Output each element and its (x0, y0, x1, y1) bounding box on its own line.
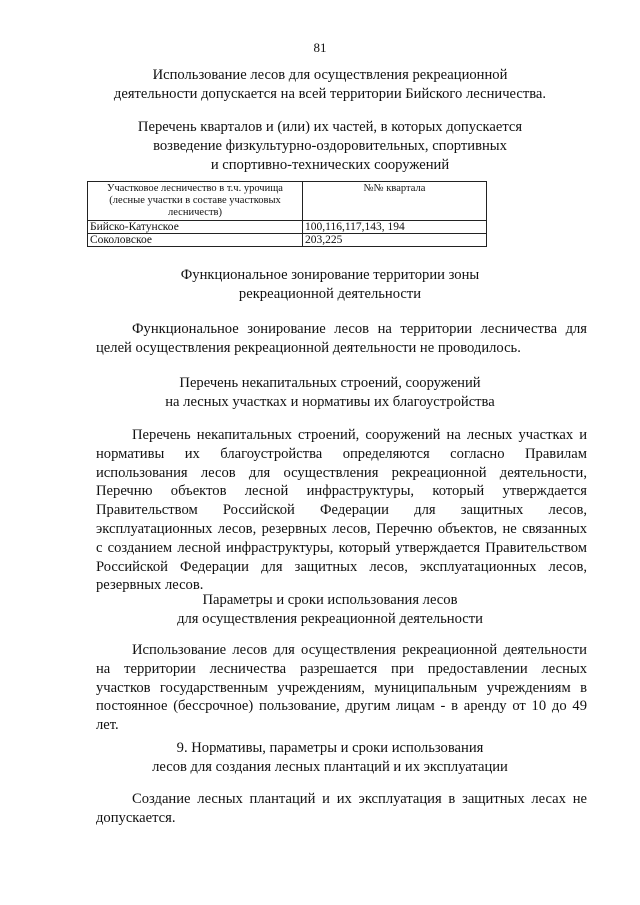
paragraph-line: с созданием лесной инфраструктуры, который утверждается Правительством (96, 539, 587, 556)
intro-paragraph (60, 66, 600, 104)
section9-paragraph (96, 790, 587, 828)
column-header-quarters: №№ квартала (303, 182, 487, 221)
zoning-paragraph (96, 320, 587, 358)
paragraph-line: эксплуатационных лесов, резервных лесов, Перечню объектов, не связанных (96, 520, 587, 537)
table-cell-forestry: Бийско-Катунское (88, 221, 303, 234)
heading-line: 9. Нормативы, параметры и сроки использования (176, 740, 484, 756)
paragraph-line: Правительством Российской Федерации для защитных лесов, (96, 502, 587, 519)
paragraph-line: использования лесов для осуществления рекреационной деятельности, (96, 464, 587, 481)
structures-heading (60, 374, 600, 412)
quarters-table (87, 181, 487, 247)
heading-line: и спортивно-технических сооружений (210, 157, 450, 173)
intro-line: Использование лесов для осуществления рекреационной (152, 67, 508, 83)
parameters-heading (60, 591, 600, 629)
heading-line: лесов для создания лесных плантаций и их эксплуатации (152, 759, 508, 775)
paragraph-line: допускается. (96, 809, 176, 826)
heading-line: рекреационной деятельности (238, 286, 422, 302)
paragraph-line: Российской Федерации для защитных лесов, эксплуатационных лесов, (96, 558, 587, 575)
quarters-list-heading (60, 118, 600, 175)
paragraph-line: Перечень некапитальных строений, сооружений на лесных участках и (132, 427, 587, 443)
table-cell-quarters: 203,225 (303, 234, 487, 247)
zoning-heading (60, 266, 600, 304)
section9-heading (60, 739, 600, 777)
paragraph-line: Функциональное зонирование лесов на территории лесничества для (132, 321, 587, 337)
paragraph-line: Использование лесов для осуществления рекреационной деятельности (132, 642, 587, 658)
heading-line: на лесных участках и нормативы их благоустройства (165, 394, 495, 410)
paragraph-line: на территории лесничества разрешается при предоставлении лесных (96, 660, 587, 677)
paragraph-line: постоянное (бессрочное) пользование, другим лицам - в аренду от 10 до 49 (96, 698, 587, 715)
table-row (88, 221, 487, 234)
page-number: 81 (313, 40, 327, 55)
paragraph-line: лет. (96, 717, 119, 734)
table-header-row (88, 182, 487, 221)
heading-line: возведение физкультурно-оздоровительных, спортивных (153, 138, 507, 154)
table-row (88, 234, 487, 247)
heading-line: Перечень кварталов и (или) их частей, в которых допускается (137, 119, 523, 135)
table-cell-quarters: 100,116,117,143, 194 (303, 221, 487, 234)
heading-line: для осуществления рекреационной деятельности (177, 611, 483, 627)
paragraph-line: нормативы их благоустройства определяются согласно Правилам (96, 445, 587, 462)
heading-line: Перечень некапитальных строений, сооружений (179, 375, 481, 391)
paragraph-line: резервных лесов. (96, 577, 204, 594)
paragraph-line: Создание лесных плантаций и их эксплуатация в защитных лесах не (132, 791, 587, 807)
structures-paragraph (96, 426, 587, 595)
table-cell-forestry: Соколовское (88, 234, 303, 247)
paragraph-line: целей осуществления рекреационной деятельности не проводилось. (96, 339, 521, 356)
heading-line: Функциональное зонирование территории зоны (180, 267, 480, 283)
intro-line: деятельности допускается на всей территории Бийского лесничества. (113, 86, 547, 102)
heading-line: Параметры и сроки использования лесов (202, 592, 458, 608)
paragraph-line: участков государственным учреждениям, муниципальным учреждениям в (96, 679, 587, 696)
paragraph-line: Перечню объектов лесной инфраструктуры, который утверждается (96, 483, 587, 500)
column-header-forestry: Участковое лесничество в т.ч. урочища (лесные участки в составе участковых лесничеств) (88, 182, 303, 221)
parameters-paragraph (96, 641, 587, 735)
